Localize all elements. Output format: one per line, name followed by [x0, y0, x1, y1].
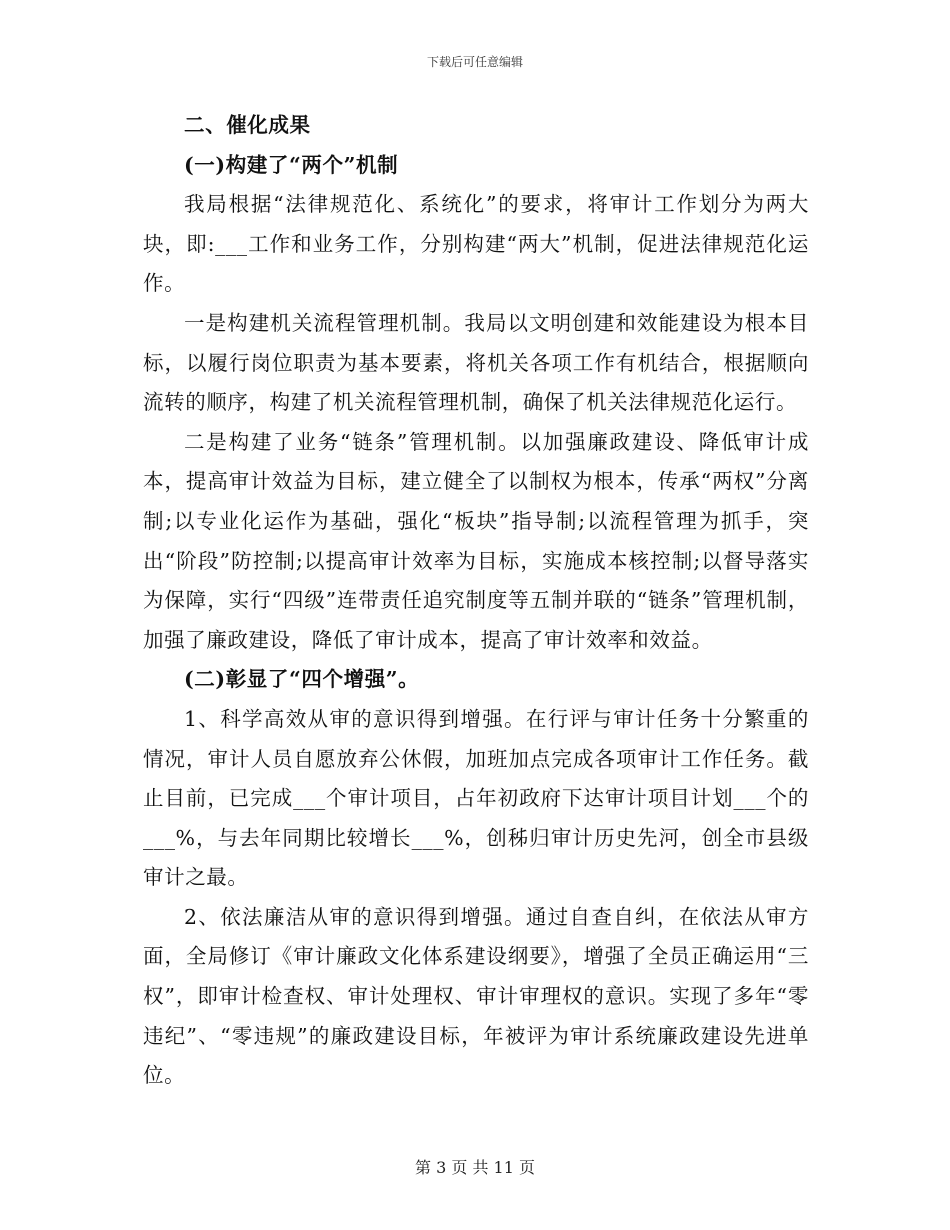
- header-note: 下载后可任意编辑: [426, 55, 523, 69]
- page-number: 第 3 页 共 11 页: [415, 1158, 535, 1177]
- subsection-title-2: (二)彰显了“四个增强”。: [184, 667, 420, 692]
- section-title: 二、催化成果: [184, 113, 311, 137]
- paragraph-5: 2、依法廉洁从审的意识得到增强。通过自查自纠，在依法从审方面，全局修订《审计廉政文化体系建设纲要》，增强了全员正确运用“三权”，即审计检查权、审计处理权、审计审理权的意识。实现了多年“零违纪”、“零违规”的廉政建设目标，年被评为审计系统廉政建设先进单位。: [143, 904, 809, 1088]
- paragraph-4: 1、科学高效从审的意识得到增强。在行评与审计任务十分繁重的情况，审计人员自愿放弃公休假，加班加点完成各项审计工作任务。截止目前，已完成___个审计项目，占年初政府下达审计项目计划___个的___%，与去年同期比较增长___%，创秭归审计历史先河，创全市县级审计之最。: [143, 706, 809, 890]
- paragraph-2: 一是构建机关流程管理机制。我局以文明创建和效能建设为根本目标，以履行岗位职责为基本要素，将机关各项工作有机结合，根据顺向流转的顺序，构建了机关流程管理机制，确保了机关法律规范化运行。: [143, 310, 809, 415]
- document-body: [143, 106, 809, 1096]
- subsection-title-1: (一)构建了“两个”机制: [184, 152, 399, 177]
- paragraph-1: 我局根据“法律规范化、系统化”的要求，将审计工作划分为两大块，即:___工作和业务工作，分别构建“两大”机制，促进法律规范化运作。: [143, 192, 809, 296]
- paragraph-3: 二是构建了业务“链条”管理机制。以加强廉政建设、降低审计成本，提高审计效益为目标，建立健全了以制权为根本，传承“两权”分离制;以专业化运作为基础，强化“板块”指导制;以流程管理为抓手，突出“阶段”防控制;以提高审计效率为目标，实施成本核控制;以督导落实为保障，实行“四级”连带责任追究制度等五制并联的“链条”管理机制，加强了廉政建设，降低了审计成本，提高了审计效率和效益。: [143, 429, 809, 652]
